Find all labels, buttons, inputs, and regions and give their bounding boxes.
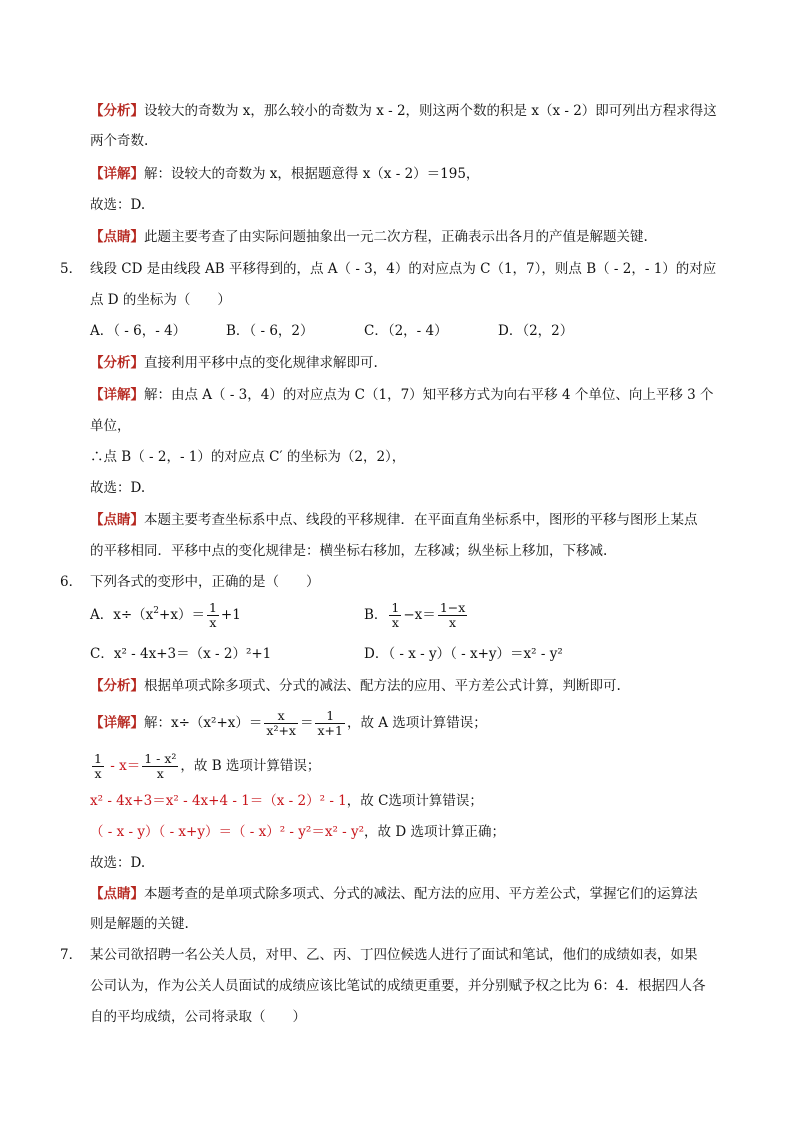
question-number: 6． [60,574,83,590]
option-a: A．$x\div(x^2+x)=$ $\frac{1}{x}$ +1 [90,600,241,630]
option-c: C．（2，- 4） [364,323,448,339]
option-d: D．（ - x - y）（ - x+y）＝x² - y² [364,646,563,662]
detail-line-2: 单位， [90,418,131,434]
comment-text: 此题主要考查了由实际问题抽象出一元二次方程，正确表示出各月的产值是解题关键. [144,229,648,245]
fraction: $\frac{1}{x}$ [94,751,102,781]
analysis-text: 根据单项式除多项式、分式的减法、配方法的应用、平方差公式计算，判断即可. [144,678,621,694]
analysis-line [90,101,717,121]
analysis-text: 设较大的奇数为 x，那么较小的奇数为 x - 2，则这两个数的积是 x（x - 2）即可列出方程求得这 [144,103,717,119]
comment-line [90,510,698,530]
option-a: A．（ - 6，- 4） [90,323,187,339]
analysis-line [90,353,378,373]
option-c: C．x² - 4x+3＝（x - 2）²+1 [90,646,272,662]
analysis-tag: 【分析】 [90,355,144,371]
answer-line: 故选：D. [90,197,146,213]
analysis-tag: 【分析】 [90,103,144,119]
formula-text: x² - 4x+3＝x² - 4x+4 - 1＝（x - 2）² - 1 [90,793,347,809]
detail-line [90,164,479,184]
question-stem-3: 自的平均成绩，公司将录取（ ） [90,1009,306,1025]
analysis-line-2: 两个奇数. [90,133,149,149]
comment-line-2: 的平移相同．平移中点的变化规律是：横坐标右移加，左移减；纵坐标上移加，下移减. [90,543,608,559]
analysis-line [90,676,621,696]
comment-text: 本题主要考查坐标系中点、线段的平移规律．在平面直角坐标系中，图形的平移与图形上某点 [144,512,698,528]
fraction: $\frac{1}{x}$ [208,600,217,630]
detail-text: 解：由点 A（ - 3，4）的对应点为 C（1，7）知平移方式为向右平移 4 个单位、向上平移 3 个 [144,387,714,403]
answer-line: 故选：D. [90,855,146,871]
detail-line-c: x² - 4x+3＝x² - 4x+4 - 1＝（x - 2）² - 1，故 C选项计算错误； [90,793,483,809]
question-stem-2: 点 D 的坐标为（ ） [90,292,231,308]
option-b: B．（ - 6，2） [226,323,314,339]
comment-line [90,884,698,904]
comment-text: 本题考查的是单项式除多项式、分式的减法、配方法的应用、平方差公式，掌握它们的运算法 [144,886,698,902]
detail-line-b: $\frac{1}{x}$ - x＝ $\frac{\text{1 - x²}}{x}$ ，故 B 选项计算错误； [94,751,321,781]
fraction: $\frac{\text{1 - x²}}{x}$ [144,751,177,781]
analysis-tag: 【分析】 [90,678,144,694]
option-row [90,601,469,630]
detail-text: 解：设较大的奇数为 x，根据题意得 x（x - 2）＝195， [144,166,480,182]
comment-line-2: 则是解题的关键. [90,916,189,932]
question-stem: 线段 CD 是由线段 AB 平移得到的，点 A（ - 3，4）的对应点为 C（1，7），则点 B（ - 2，- 1）的对应 [90,261,717,277]
option-d: D．（2，2） [498,323,574,339]
fraction: $\frac{x}{\text{x²+x}}$ [266,708,296,738]
comment-tag: 【点睛】 [90,512,144,528]
comment-tag: 【点睛】 [90,886,144,902]
detail-tag: 【详解】 [90,166,144,182]
fraction: $\frac{1}{x}$ [391,600,400,630]
question-number: 5． [60,261,83,277]
option-b: B． $\frac{1}{x}$ −x＝ $\frac{1-x}{x}$ [364,600,466,630]
answer-line: 故选：D. [90,480,146,496]
question-stem-2: 公司认为，作为公关人员面试的成绩应该比笔试的成绩更重要，并分别赋予权之比为 6：4．根据四人各 [90,978,706,994]
question-number: 7． [60,947,83,963]
option-row-2 [90,644,563,664]
detail-tag: 【详解】 [90,387,144,403]
detail-line: 【详解】解：x÷（x²+x）＝ $\frac{x}{\text{x²+x}}$ ＝ $\frac{1}{x+1}$ ，故 A 选项计算错误； [90,708,487,738]
comment-tag: 【点睛】 [90,229,144,245]
formula-text: （ - x - y）（ - x+y）＝（ - x）² - y²＝x² - y² [90,824,365,840]
comment-line [90,227,648,247]
fraction: $\frac{1}{x+1}$ [317,708,343,738]
analysis-text: 直接利用平移中点的变化规律求解即可. [144,355,378,371]
detail-line-d: （ - x - y）（ - x+y）＝（ - x）² - y²＝x² - y²，故 D 选项计算正确； [90,824,505,840]
question-stem: 下列各式的变形中，正确的是（ ） [90,574,320,590]
detail-line [90,385,714,405]
option-row [90,321,573,341]
question-stem: 某公司欲招聘一名公关人员，对甲、乙、丙、丁四位候选人进行了面试和笔试，他们的成绩如表，如果 [90,947,698,963]
detail-line-3: ∴点 B（ - 2，- 1）的对应点 C′ 的坐标为（2，2）， [90,449,406,465]
detail-tag: 【详解】 [90,715,144,731]
fraction: $\frac{1-x}{x}$ [439,600,466,630]
